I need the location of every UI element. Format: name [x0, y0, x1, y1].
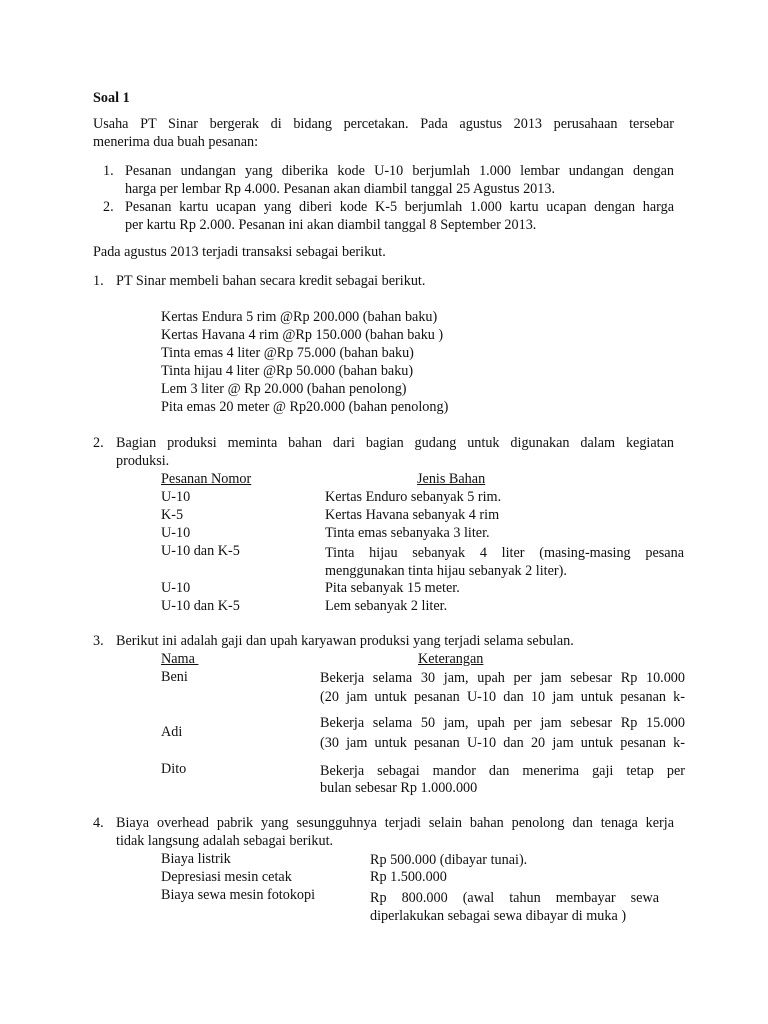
header-order-number: Pesanan Nomor [161, 471, 252, 487]
transactions-intro: Pada agustus 2013 terjadi transaksi sebagai berikut. [93, 244, 386, 260]
order-number: 1. [103, 163, 114, 179]
intro-line-2: menerima dua buah pesanan: [93, 134, 259, 150]
requisition-material: Tinta hijau sebanyak 4 liter (masing-masing pesana [325, 545, 684, 561]
requisition-material: Tinta emas sebanyaka 3 liter. [325, 525, 490, 541]
requisition-order: K-5 [161, 507, 184, 523]
order-number: 2. [103, 199, 114, 215]
material-purchase: Tinta hijau 4 liter @Rp 50.000 (bahan baku) [161, 363, 414, 379]
overhead-value-cont: diperlakukan sebagai sewa dibayar di muka ) [370, 908, 627, 924]
order-2-line-1: Pesanan kartu ucapan yang diberi kode K-5 berjumlah 1.000 kartu ucapan dengan harga [125, 199, 674, 215]
header-material: Jenis Bahan [417, 471, 486, 487]
employee-description: Bekerja selama 30 jam, upah per jam sebesar Rp 10.000 [320, 670, 685, 686]
employee-description-cont: (20 jam untuk pesanan U-10 dan 10 jam untuk pesanan k- [320, 689, 685, 705]
item-2-line-2: produksi. [116, 453, 170, 469]
overhead-label: Biaya listrik [161, 851, 231, 867]
overhead-label: Biaya sewa mesin fotokopi [161, 887, 316, 903]
material-purchase: Kertas Endura 5 rim @Rp 200.000 (bahan baku) [161, 309, 438, 325]
employee-description-cont: (30 jam untuk pesanan U-10 dan 20 jam untuk pesanan k- [320, 735, 685, 751]
item-4-line-1: Biaya overhead pabrik yang sesungguhnya terjadi selain bahan penolong dan tenaga kerja [116, 815, 674, 831]
material-purchase: Pita emas 20 meter @ Rp20.000 (bahan penolong) [161, 399, 449, 415]
overhead-value: Rp 500.000 (dibayar tunai). [370, 852, 528, 868]
order-2-line-2: per kartu Rp 2.000. Pesanan ini akan diambil tanggal 8 September 2013. [125, 217, 537, 233]
header-description: Keterangan [418, 651, 484, 667]
requisition-order: U-10 [161, 580, 191, 596]
requisition-order: U-10 [161, 489, 191, 505]
order-1-line-1: Pesanan undangan yang diberika kode U-10 berjumlah 1.000 lembar undangan dengan [125, 163, 674, 179]
employee-name: Adi [161, 724, 183, 740]
employee-name: Beni [161, 669, 188, 685]
overhead-value: Rp 800.000 (awal tahun membayar sewa [370, 890, 659, 906]
employee-description-cont: bulan sebesar Rp 1.000.000 [320, 780, 478, 796]
requisition-material: Kertas Havana sebanyak 4 rim [325, 507, 500, 523]
requisition-order: U-10 [161, 525, 191, 541]
item-3-text: Berikut ini adalah gaji dan upah karyawan produksi yang terjadi selama sebulan. [116, 633, 574, 649]
header-name: Nama [161, 651, 199, 667]
item-2-line-1: Bagian produksi meminta bahan dari bagian gudang untuk digunakan dalam kegiatan [116, 435, 674, 451]
order-1-line-2: harga per lembar Rp 4.000. Pesanan akan diambil tanggal 25 Agustus 2013. [125, 181, 556, 197]
material-purchase: Kertas Havana 4 rim @Rp 150.000 (bahan baku ) [161, 327, 444, 343]
employee-description: Bekerja sebagai mandor dan menerima gaji tetap per [320, 763, 685, 779]
document-title: Soal 1 [93, 90, 130, 106]
employee-name: Dito [161, 761, 187, 777]
intro-line-1: Usaha PT Sinar bergerak di bidang percetakan. Pada agustus 2013 perusahaan tersebar [93, 116, 674, 132]
requisition-material-cont: menggunakan tinta hijau sebanyak 2 liter). [325, 563, 567, 579]
requisition-material: Lem sebanyak 2 liter. [325, 598, 448, 614]
overhead-label: Depresiasi mesin cetak [161, 869, 292, 885]
requisition-order: U-10 dan K-5 [161, 543, 240, 559]
item-number: 1. [93, 273, 104, 289]
material-purchase: Lem 3 liter @ Rp 20.000 (bahan penolong) [161, 381, 407, 397]
item-1-text: PT Sinar membeli bahan secara kredit sebagai berikut. [116, 273, 426, 289]
requisition-material: Pita sebanyak 15 meter. [325, 580, 460, 596]
requisition-material: Kertas Enduro sebanyak 5 rim. [325, 489, 502, 505]
item-4-line-2: tidak langsung adalah sebagai berikut. [116, 833, 334, 849]
requisition-order: U-10 dan K-5 [161, 598, 240, 614]
material-purchase: Tinta emas 4 liter @Rp 75.000 (bahan baku) [161, 345, 414, 361]
item-number: 2. [93, 435, 104, 451]
employee-description: Bekerja selama 50 jam, upah per jam sebesar Rp 15.000 [320, 715, 685, 731]
overhead-value: Rp 1.500.000 [370, 869, 447, 885]
item-number: 4. [93, 815, 104, 831]
item-number: 3. [93, 633, 104, 649]
